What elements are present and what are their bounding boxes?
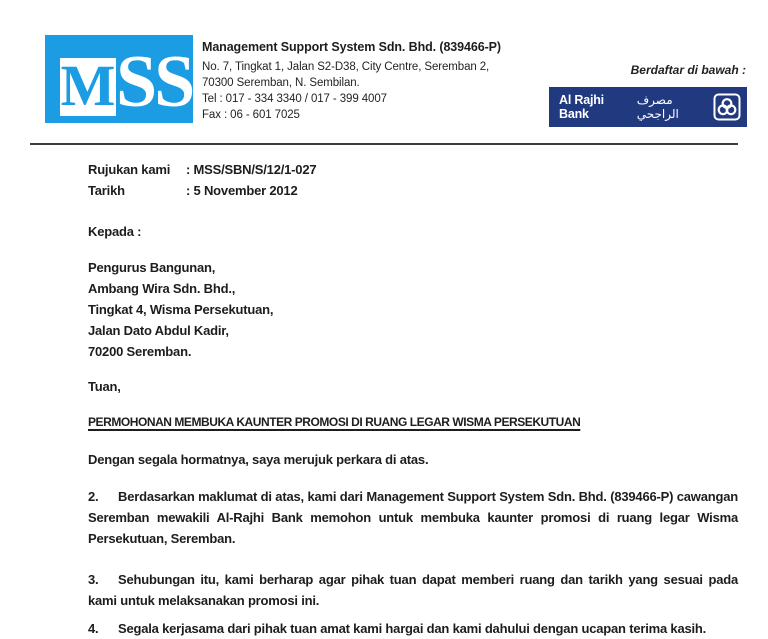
date-value: : 5 November 2012 [186,183,298,198]
date-label: Tarikh [88,183,125,198]
recipient-line: 70200 Seremban. [88,344,192,359]
al-rajhi-bank-name-ar: مصرف الراجحي [636,93,679,121]
company-fax: Fax : 06 - 601 7025 [202,109,300,121]
al-rajhi-bank-logo [549,87,747,127]
paragraph-3-text: Sehubungan itu, kami berharap agar pihak tuan dapat memberi ruang dan tarikh yang sesuai pada kami untuk melaksanakan promosi ini. [88,572,738,608]
mss-logo-m-box [60,52,116,118]
mss-logo-ss: SS [116,41,193,123]
kepada-label: Kepada : [88,224,142,239]
company-address-line2: 70300 Seremban, N. Sembilan. [202,77,360,89]
company-name: Management Support System Sdn. Bhd. (839466-P) [202,40,501,54]
recipient-line: Ambang Wira Sdn. Bhd., [88,281,236,296]
salutation: Tuan, [88,379,121,394]
company-tel: Tel : 017 - 334 3340 / 017 - 399 4007 [202,93,387,105]
paragraph-4-text: Segala kerjasama dari pihak tuan amat kami hargai dan kami dahului dengan ucapan terima kasih. [118,621,707,636]
paragraph-4-partial [88,618,738,639]
recipient-line: Pengurus Bangunan, [88,260,216,275]
company-details [202,39,501,123]
subject-line: PERMOHONAN MEMBUKA KAUNTER PROMOSI DI RUANG LEGAR WISMA PERSEKUTUAN [88,415,581,429]
mss-logo-m: M [60,52,116,118]
recipient-line: Jalan Dato Abdul Kadir, [88,323,229,338]
reference-value: : MSS/SBN/S/12/1-027 [186,162,317,177]
mss-logo [45,35,193,123]
al-rajhi-bank-name-en: Al Rajhi Bank [559,93,604,121]
al-rajhi-bank-icon [712,92,742,122]
paragraph-3 [88,569,738,611]
header-divider [30,143,738,145]
registered-under-label: Berdaftar di bawah : [630,63,746,77]
paragraph-2 [88,486,738,549]
company-address-line1: No. 7, Tingkat 1, Jalan S2-D38, City Centre, Seremban 2, [202,61,490,73]
paragraph-4-number: 4. [88,621,99,636]
reference-row [88,159,316,180]
recipient-line: Tingkat 4, Wisma Persekutuan, [88,302,274,317]
date-row [88,180,298,201]
paragraph-2-number: 2. [88,489,99,504]
paragraph-2-text: Berdasarkan maklumat di atas, kami dari Management Support System Sdn. Bhd. (839466-P) cawangan Seremban mewakili Al-Rajhi Bank memohon untuk membuka kaunter promosi di ruang legar Wisma Persekutuan, Seremban. [88,489,738,546]
reference-label: Rujukan kami [88,162,171,177]
recipient-address [88,257,273,362]
paragraph-1: Dengan segala hormatnya, saya merujuk perkara di atas. [88,452,429,467]
paragraph-3-number: 3. [88,572,99,587]
